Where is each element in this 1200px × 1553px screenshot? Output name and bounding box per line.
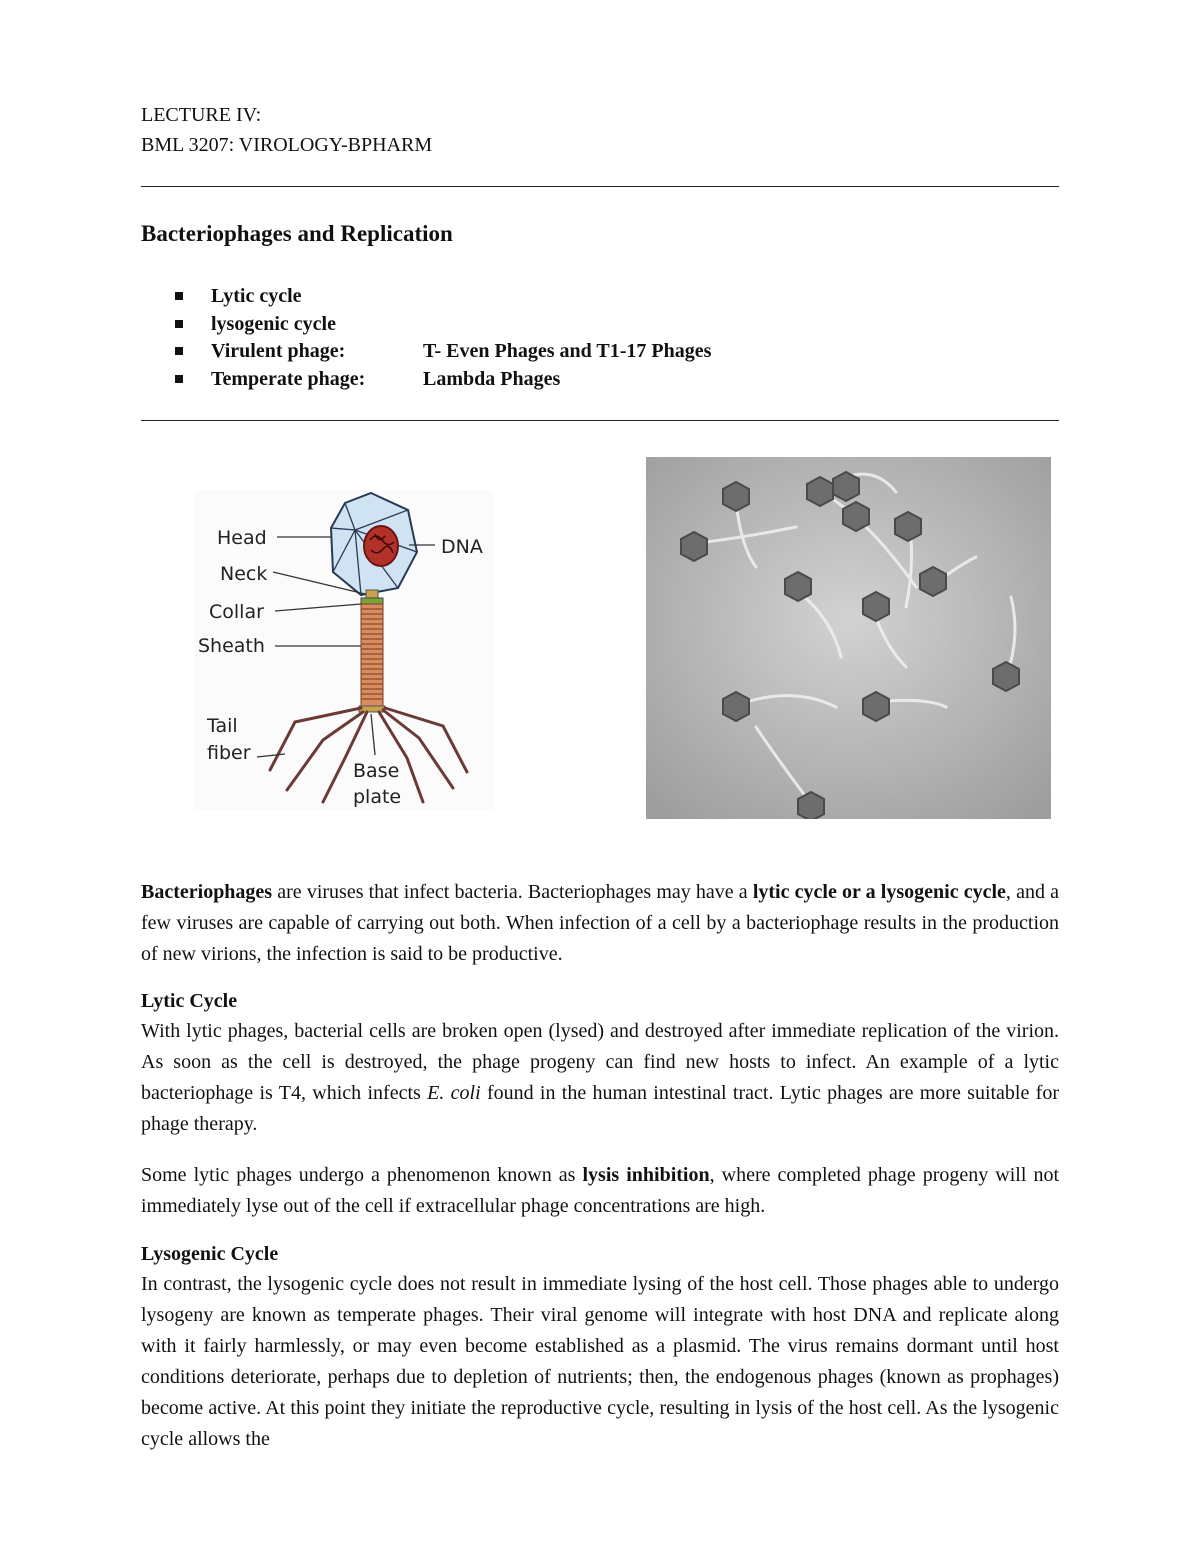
lecture-header: [141, 100, 432, 160]
electron-micrograph: [646, 457, 1051, 819]
lecture-number: LECTURE IV:: [141, 104, 262, 126]
phage-collar: [361, 598, 383, 604]
label-neck: Neck: [220, 563, 268, 585]
list-item: Temperate phage: Lambda Phages: [175, 366, 711, 394]
label-base: Base: [353, 760, 400, 782]
phage-neck: [366, 590, 378, 598]
list-item: Lytic cycle: [175, 283, 711, 311]
bullet-icon: [175, 347, 183, 355]
topic-list: [175, 283, 711, 393]
dna-blob: [364, 526, 398, 566]
course-code: BML 3207: VIROLOGY-BPHARM: [141, 134, 433, 156]
lysogenic-heading: Lysogenic Cycle: [141, 1243, 279, 1265]
label-head: Head: [217, 527, 267, 549]
bullet-icon: [175, 320, 183, 328]
list-item: lysogenic cycle: [175, 311, 711, 339]
label-dna: DNA: [441, 536, 483, 558]
bacteriophage-diagram: [195, 490, 493, 810]
list-item: Virulent phage: T- Even Phages and T1-17 Phages: [175, 338, 711, 366]
label-sheath: Sheath: [198, 635, 265, 657]
divider-top: [141, 186, 1059, 187]
lytic-paragraph-2: Some lytic phages undergo a phenomenon known as lysis inhibition, where completed phage progeny will not immediately lyse out of the cell if extracellular phage concentrations are high.: [141, 1164, 1059, 1217]
phage-sheath: [361, 604, 383, 706]
label-plate: plate: [353, 786, 402, 808]
bullet-icon: [175, 292, 183, 300]
divider-bottom: [141, 420, 1059, 421]
label-collar: Collar: [209, 601, 264, 623]
bullet-icon: [175, 375, 183, 383]
lytic-heading: Lytic Cycle: [141, 990, 238, 1012]
lysogenic-paragraph: In contrast, the lysogenic cycle does not result in immediate lysing of the host cell. Those phages able to undergo lysogeny are known as temperate phages. Their viral genome will integrate with host DNA and replicate along with it fairly harmlessly, or may even become established as a plasmid. The virus remains dormant until host conditions deteriorate, perhaps due to depletion of nutrients; then, the endogenous phages (known as prophages) become active. At this point they initiate the reproductive cycle, resulting in lysis of the host cell. As the lysogenic cycle allows the: [141, 1273, 1059, 1450]
section-title: Bacteriophages and Replication: [141, 221, 453, 246]
lytic-paragraph-1: With lytic phages, bacterial cells are broken open (lysed) and destroyed after immediate replication of the virion. As soon as the cell is destroyed, the phage progeny can find new hosts to infect. An example of a lytic bacteriophage is T4, which infects E. coli found in the human intestinal tract. Lytic phages are more suitable for phage therapy.: [141, 1020, 1059, 1135]
label-fiber: fiber: [207, 742, 251, 764]
label-tail: Tail: [207, 715, 238, 737]
intro-paragraph: Bacteriophages are viruses that infect bacteria. Bacteriophages may have a lytic cycle or a lysogenic cycle, and a few viruses are capable of carrying out both. When infection of a cell by a bacteriophage results in the production of new virions, the infection is said to be productive.: [141, 881, 1059, 965]
